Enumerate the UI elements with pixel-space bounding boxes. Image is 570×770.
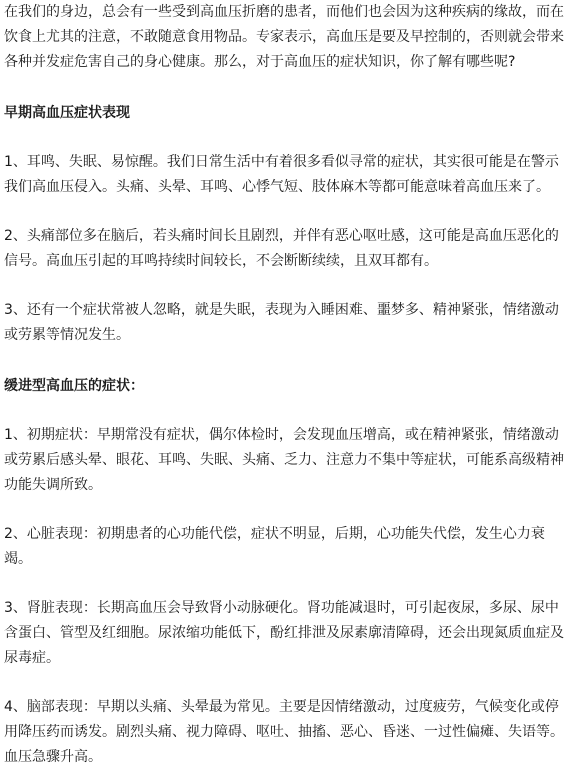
spacer <box>4 671 566 695</box>
slow-progress-item-4: 4、脑部表现：早期以头痛、头晕最为常见。主要是因情绪激动，过度疲劳，气候变化或停用降压药而诱发。剧烈头痛、视力障碍、呕吐、抽搐、恶心、昏迷、一过性偏瘫、失语等。血压急骤升高。 <box>4 699 564 765</box>
spacer <box>4 126 566 150</box>
intro-paragraph: 在我们的身边，总会有一些受到高血压折磨的患者，而他们也会因为这种疾病的缘故，而在饮食上尤其的注意，不敢随意食用物品。专家表示，高血压是要及早控制的，否则就会带来各种并发症危害自己的身心健康。那么，对于高血压的症状知识，你了解有哪些呢? <box>4 4 564 70</box>
section-heading-slow-progress: 缓进型高血压的症状： <box>4 378 144 394</box>
spacer <box>4 200 566 224</box>
early-symptom-item-2: 2、头痛部位多在脑后，若头痛时间长且剧烈，并伴有恶心呕吐感，这可能是高血压恶化的信号。高血压引起的耳鸣持续时间较长，不会断断续续，且双耳都有。 <box>4 228 559 269</box>
spacer <box>4 348 566 374</box>
spacer <box>4 399 566 423</box>
spacer <box>4 498 566 522</box>
early-symptom-item-3: 3、还有一个症状常被人忽略，就是失眠，表现为入睡困难、噩梦多、精神紧张，情绪激动或劳累等情况发生。 <box>4 302 559 343</box>
spacer <box>4 572 566 596</box>
spacer <box>4 274 566 298</box>
slow-progress-item-1: 1、初期症状：早期常没有症状，偶尔体检时，会发现血压增高，或在精神紧张，情绪激动或劳累后感头晕、眼花、耳鸣、失眠、头痛、乏力、注意力不集中等症状，可能系高级精神功能失调所致。 <box>4 427 564 493</box>
article-body <box>4 0 566 770</box>
slow-progress-item-2: 2、心脏表现：初期患者的心功能代偿，症状不明显，后期，心功能失代偿，发生心力衰竭。 <box>4 526 545 567</box>
slow-progress-item-3: 3、肾脏表现：长期高血压会导致肾小动脉硬化。肾功能减退时，可引起夜尿，多尿、尿中含蛋白、管型及红细胞。尿浓缩功能低下，酚红排泄及尿素廓清障碍，还会出现氮质血症及尿毒症。 <box>4 600 564 666</box>
spacer <box>4 75 566 101</box>
section-heading-early-symptoms: 早期高血压症状表现 <box>4 105 130 121</box>
early-symptom-item-1: 1、耳鸣、失眠、易惊醒。我们日常生活中有着很多看似寻常的症状，其实很可能是在警示我们高血压侵入。头痛、头晕、耳鸣、心悸气短、肢体麻木等都可能意味着高血压来了。 <box>4 154 559 195</box>
